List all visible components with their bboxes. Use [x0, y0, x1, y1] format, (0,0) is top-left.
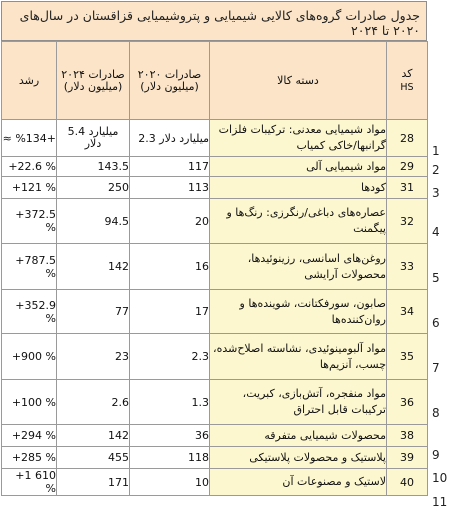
row-index: 9: [432, 448, 440, 462]
goods-cell: صابون، سورفکتانت، شوینده‌ها و روان‌کننده‌ها: [210, 290, 387, 334]
header-export-2024: صادرات ۲۰۲۴ (میلیون دلار): [57, 42, 130, 120]
goods-cell: محصولات شیمیایی متفرقه: [210, 425, 387, 447]
row-index: 7: [432, 361, 440, 375]
export-2024-cell: 142: [57, 244, 130, 290]
growth-cell: +121 %: [2, 177, 57, 199]
export-2024-cell: 2.6: [57, 380, 130, 425]
row-index: 5: [432, 271, 440, 285]
goods-cell: پلاستیک و محصولات پلاستیکی: [210, 447, 387, 469]
export-2024-cell: [57, 120, 130, 157]
header-hs-line2: HS: [400, 81, 414, 93]
export-2024-cell: 94.5: [57, 199, 130, 244]
row-index: 8: [432, 406, 440, 420]
export-2020-cell: [130, 120, 210, 157]
hs-code-cell: 39: [387, 447, 428, 469]
export-2024-cell: 455: [57, 447, 130, 469]
table-row: [2, 469, 428, 496]
export-2020-value: 2.3: [138, 131, 156, 145]
row-index: 11: [432, 495, 448, 509]
growth-cell: +900 %: [2, 334, 57, 380]
export-2024-cell: 250: [57, 177, 130, 199]
export-2024-cell: 143.5: [57, 157, 130, 177]
hs-code-cell: 40: [387, 469, 428, 496]
header-goods: دسته کالا: [210, 42, 387, 120]
export-2020-cell: 17: [130, 290, 210, 334]
table-row: [2, 244, 428, 290]
exports-table: [1, 41, 428, 496]
export-2024-cell: 142: [57, 425, 130, 447]
export-2020-cell: 2.3: [130, 334, 210, 380]
header-hs-line1: کد: [401, 66, 413, 80]
export-2020-cell: 36: [130, 425, 210, 447]
table-row: [2, 120, 428, 157]
row-index: 2: [432, 163, 440, 177]
export-2020-cell: 117: [130, 157, 210, 177]
export-2020-unit: میلیارد دلار: [159, 131, 209, 145]
export-2024-value: 5.4: [67, 125, 86, 138]
growth-cell: +352.9 %: [2, 290, 57, 334]
goods-cell: مواد منفجره، آتش‌بازی، کبریت، ترکیبات قابل احتراق: [210, 380, 387, 425]
growth-cell: +372.5 %: [2, 199, 57, 244]
row-index: 4: [432, 225, 440, 239]
goods-cell: لاستیک و مصنوعات آن: [210, 469, 387, 496]
goods-cell: کودها: [210, 177, 387, 199]
hs-code-cell: 28: [387, 120, 428, 157]
hs-code-cell: 33: [387, 244, 428, 290]
row-index: 1: [432, 144, 440, 158]
export-2020-cell: 1.3: [130, 380, 210, 425]
table-row: [2, 334, 428, 380]
export-2020-cell: 20: [130, 199, 210, 244]
table-row: [2, 425, 428, 447]
hs-code-cell: 34: [387, 290, 428, 334]
header-export-2020: صادرات ۲۰۲۰ (میلیون دلار): [130, 42, 210, 120]
export-2024-cell: 171: [57, 469, 130, 496]
goods-cell: روغن‌های اسانسی، رزینوئیدها، محصولات آرایشی: [210, 244, 387, 290]
growth-cell: +294 %: [2, 425, 57, 447]
table-row: [2, 380, 428, 425]
export-2024-cell: 77: [57, 290, 130, 334]
hs-code-cell: 36: [387, 380, 428, 425]
export-2024-unit-suffix: دلار: [84, 137, 102, 150]
row-index: 10: [432, 471, 448, 485]
export-2020-cell: 113: [130, 177, 210, 199]
table-row: [2, 157, 428, 177]
table-row: [2, 447, 428, 469]
export-2020-cell: 16: [130, 244, 210, 290]
growth-cell: +787.5 %: [2, 244, 57, 290]
goods-cell: عصاره‌های دباغی/رنگرزی: رنگ‌ها و پیگمنت: [210, 199, 387, 244]
hs-code-cell: 32: [387, 199, 428, 244]
growth-cell: +285 %: [2, 447, 57, 469]
row-index: 3: [432, 186, 440, 200]
goods-cell: مواد آلبومینوئیدی، نشاسته اصلاح‌شده، چسب، آنزیم‌ها: [210, 334, 387, 380]
table-title: جدول صادرات گروه‌های کالایی شیمیایی و پتروشیمیایی قزاقستان در سال‌های ۲۰۲۰ تا ۲۰۲۴: [1, 1, 427, 41]
hs-code-cell: 31: [387, 177, 428, 199]
export-2024-unit-prefix: میلیارد: [88, 125, 119, 138]
growth-cell: +1 610 %: [2, 469, 57, 496]
header-growth: رشد: [2, 42, 57, 120]
table-row: [2, 290, 428, 334]
growth-cell: ≈ %134+: [2, 120, 57, 157]
export-2024-cell: 23: [57, 334, 130, 380]
hs-code-cell: 38: [387, 425, 428, 447]
header-hs-code: [387, 42, 428, 120]
table-row: [2, 199, 428, 244]
export-2020-cell: 10: [130, 469, 210, 496]
growth-cell: +100 %: [2, 380, 57, 425]
goods-cell: مواد شیمیایی معدنی: ترکیبات فلزات گرانبها/خاکی کمیاب: [210, 120, 387, 157]
goods-cell: مواد شیمیایی آلی: [210, 157, 387, 177]
header-row: [2, 42, 428, 120]
hs-code-cell: 35: [387, 334, 428, 380]
row-index: 6: [432, 316, 440, 330]
table-row: [2, 177, 428, 199]
export-2020-cell: 118: [130, 447, 210, 469]
growth-cell: +22.6 %: [2, 157, 57, 177]
hs-code-cell: 29: [387, 157, 428, 177]
